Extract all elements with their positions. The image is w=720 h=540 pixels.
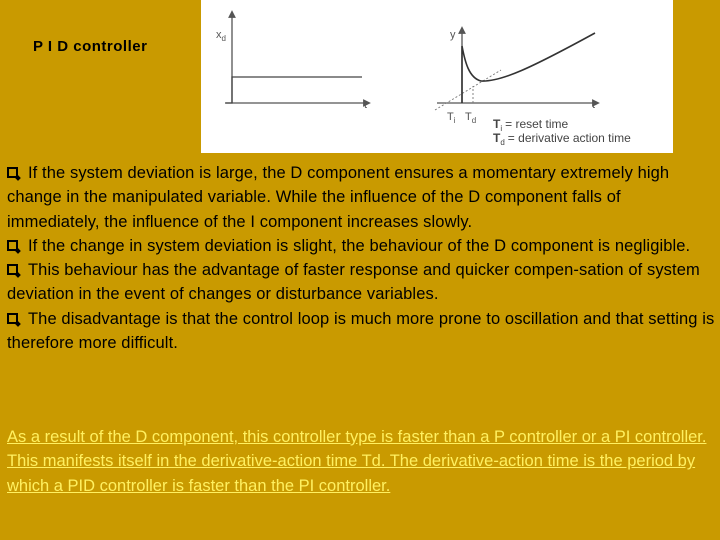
step-response-figure [201,0,673,153]
square-bullet-icon [7,313,18,324]
bullet-item-4: The disadvantage is that the control loop is much more prone to oscillation and that setting is therefore more difficult. [7,309,715,353]
left-time-label: t [364,99,368,111]
right-axis-label: y [450,29,456,41]
legend-reset-time: $T_i$ = reset time [493,117,569,133]
square-bullet-icon [7,167,18,178]
summary-paragraph: As a result of the D component, this controller type is faster than a P controller or a PI controller. This manifests itself in the derivative-action time Td. The derivative-action time is the period by which a PID controller is faster than the PI controller. [7,428,707,495]
tick-td: $T_d$ [465,111,477,125]
tangent-line [435,70,501,110]
square-bullet-icon [7,264,18,275]
right-time-label: t [592,99,596,111]
slide-title: P I D controller [33,38,148,55]
bullet-item-2: If the change in system deviation is slight, the behaviour of the D component is negligible. [7,234,715,258]
step-response-diagram [201,0,673,153]
bullet-item-1: If the system deviation is large, the D component ensures a momentary extremely high change in the manipulated variable. While the influence of the D component falls of immediately, the influence of the I component increases slowly. [7,164,670,231]
legend-derivative-time: $T_d$ = derivative action time [493,131,631,147]
pid-response-curve [462,33,595,103]
left-axis-label: $x_d$ [216,29,226,43]
square-bullet-icon [7,240,18,251]
bullet-item-3: This behaviour has the advantage of faster response and quicker compen-sation of system deviation in the event of changes or disturbance variables. [7,261,700,304]
step-input-curve [225,77,362,103]
tick-ti: $T_i$ [447,111,456,125]
bullet-list [7,161,715,355]
